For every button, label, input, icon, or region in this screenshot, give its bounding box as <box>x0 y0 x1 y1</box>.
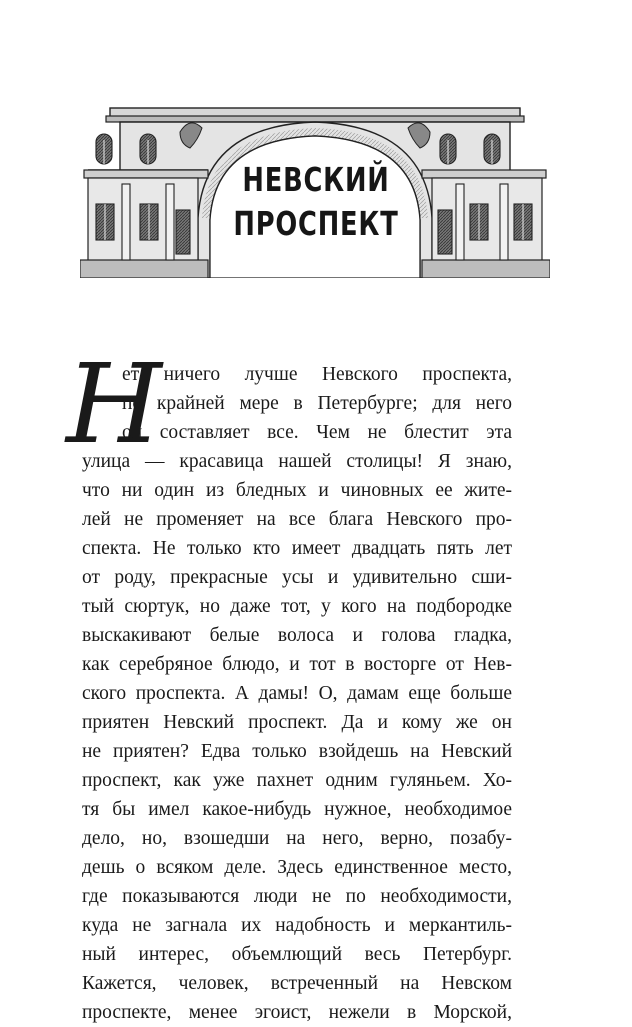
text-line: приятен Невский проспект. Да и кому же он <box>82 712 512 733</box>
drop-cap: Н <box>66 340 162 468</box>
text-line: что ни один из бледных и чиновных ее жите- <box>82 480 512 501</box>
text-line: лей не променяет на все блага Невского про- <box>82 509 512 530</box>
text-line: ет ничего лучше Невского проспекта, <box>122 364 512 385</box>
text-line: куда не загнала их надобность и меркантиль- <box>82 915 512 936</box>
text-line: он составляет все. Чем не блестит эта <box>122 422 512 443</box>
text-line: Кажется, человек, встреченный на Невском <box>82 973 512 994</box>
text-line: по крайней мере в Петербурге; для него <box>122 393 512 414</box>
text-line: тый сюртук, но даже тот, у кого на подбородке <box>82 596 512 617</box>
chapter-title-line-2: ПРОСПЕКТ <box>233 204 399 243</box>
text-line: как серебряное блюдо, и тот в восторге от Нев- <box>82 654 512 675</box>
text-line: тя бы имел какое-нибудь нужное, необходимое <box>82 799 512 820</box>
text-line: спекта. Не только кто имеет двадцать пять лет <box>82 538 512 559</box>
text-line: улица — красавица нашей столицы! Я знаю, <box>82 451 512 472</box>
text-line: проспекте, менее эгоист, нежели в Морской, <box>82 1002 512 1023</box>
text-line: дешь о всяком деле. Здесь единственное место, <box>82 857 512 878</box>
text-line: проспект, как уже пахнет одним гуляньем. Хо- <box>82 770 512 791</box>
text-line: ный интерес, объемлющий весь Петербург. <box>82 944 512 965</box>
chapter-title <box>214 158 418 246</box>
text-line: от роду, прекрасные усы и удивительно сши- <box>82 567 512 588</box>
text-line: дело, но, взошедши на него, верно, позабу- <box>82 828 512 849</box>
text-line: не приятен? Едва только взойдешь на Невский <box>82 741 512 762</box>
text-line: ского проспекта. А дамы! О, дамам еще больше <box>82 683 512 704</box>
chapter-title-line-1: НЕВСКИЙ <box>242 160 390 199</box>
text-line: выскакивают белые волоса и голова гладка, <box>82 625 512 646</box>
text-line: где показываются люди не по необходимости, <box>82 886 512 907</box>
